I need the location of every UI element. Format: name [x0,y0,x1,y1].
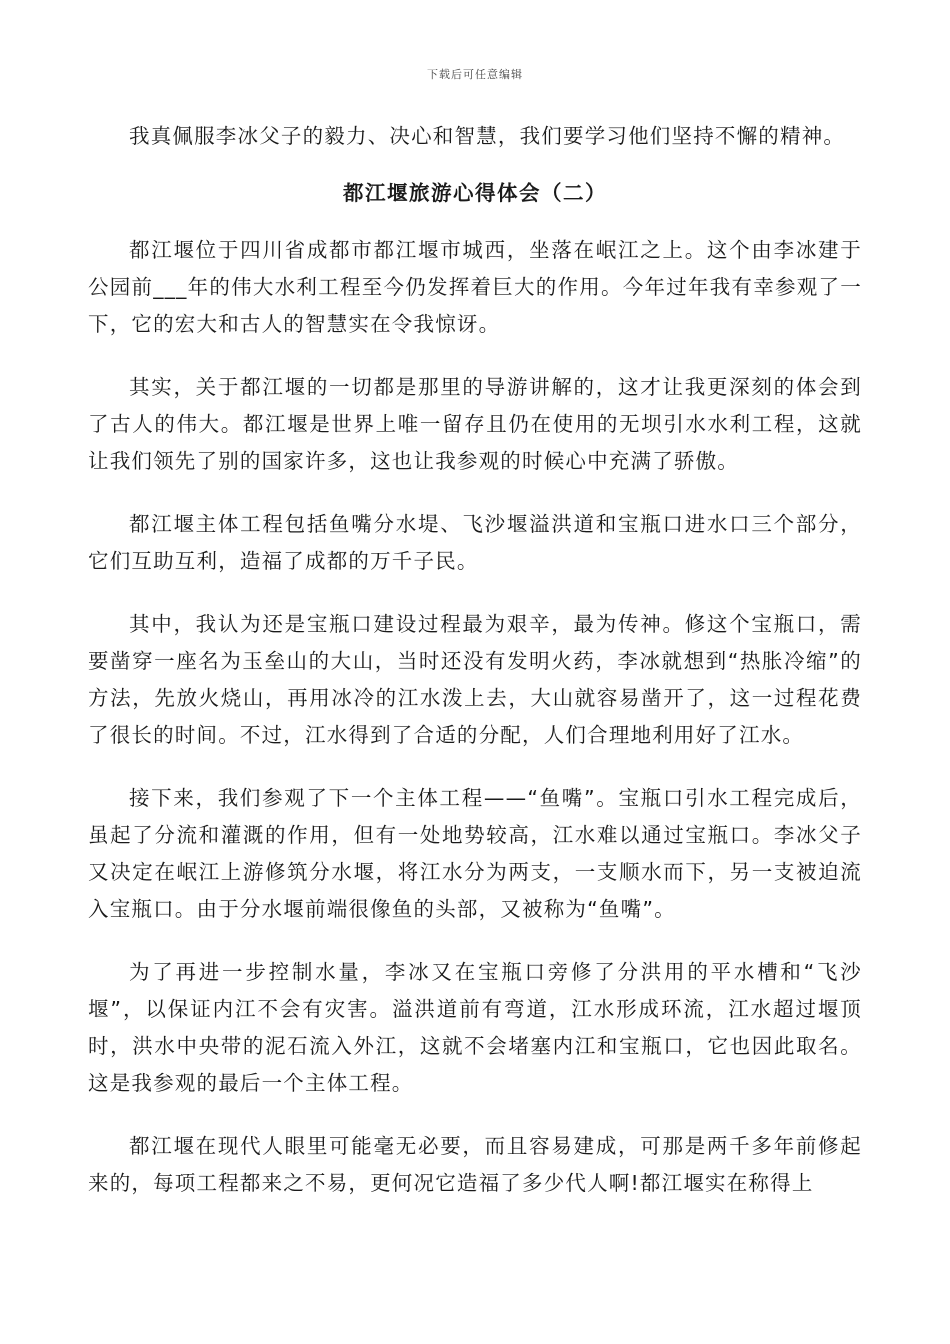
document-body [88,118,862,1202]
paragraph: 其实，关于都江堰的一切都是那里的导游讲解的，这才让我更深刻的体会到了古人的伟大。都江堰是世界上唯一留存且仍在使用的无坝引水水利工程，这就让我们领先了别的国家许多，这也让我参观的时候心中充满了骄傲。 [88,375,862,473]
section-title: 都江堰旅游心得体会（二） [343,181,607,205]
paragraph: 都江堰在现代人眼里可能毫无必要，而且容易建成，可那是两千多年前修起来的，每项工程都来之不易，更何况它造福了多少代人啊!都江堰实在称得上 [88,1134,862,1195]
paragraph: 都江堰主体工程包括鱼嘴分水堤、飞沙堰溢洪道和宝瓶口进水口三个部分，它们互助互利，造福了成都的万千子民。 [88,512,862,573]
paragraph: 其中，我认为还是宝瓶口建设过程最为艰辛，最为传神。修这个宝瓶口，需要凿穿一座名为玉垒山的大山，当时还没有发明火药，李冰就想到“热胀冷缩”的方法，先放火烧山，再用冰冷的江水泼上去，大山就容易凿开了，这一过程花费了很长的时间。不过，江水得到了合适的分配，人们合理地利用好了江水。 [88,612,862,747]
paragraph: 都江堰位于四川省成都市都江堰市城西，坐落在岷江之上。这个由李冰建于公园前___年的伟大水利工程至今仍发挥着巨大的作用。今年过年我有幸参观了一下，它的宏大和古人的智慧实在令我惊讶。 [88,238,862,336]
paragraph: 为了再进一步控制水量，李冰又在宝瓶口旁修了分洪用的平水槽和“飞沙堰”，以保证内江不会有灾害。溢洪道前有弯道，江水形成环流，江水超过堰顶时，洪水中央带的泥石流入外江，这就不会堵塞内江和宝瓶口，它也因此取名。这是我参观的最后一个主体工程。 [88,960,862,1095]
paragraph: 接下来，我们参观了下一个主体工程——“鱼嘴”。宝瓶口引水工程完成后，虽起了分流和灌溉的作用，但有一处地势较高，江水难以通过宝瓶口。李冰父子又决定在岷江上游修筑分水堰，将江水分为两支，一支顺水而下，另一支被迫流入宝瓶口。由于分水堰前端很像鱼的头部，又被称为“鱼嘴”。 [88,786,862,921]
header-note: 下载后可任意编辑 [427,68,523,81]
paragraph-intro: 我真佩服李冰父子的毅力、决心和智慧，我们要学习他们坚持不懈的精神。 [129,124,846,148]
